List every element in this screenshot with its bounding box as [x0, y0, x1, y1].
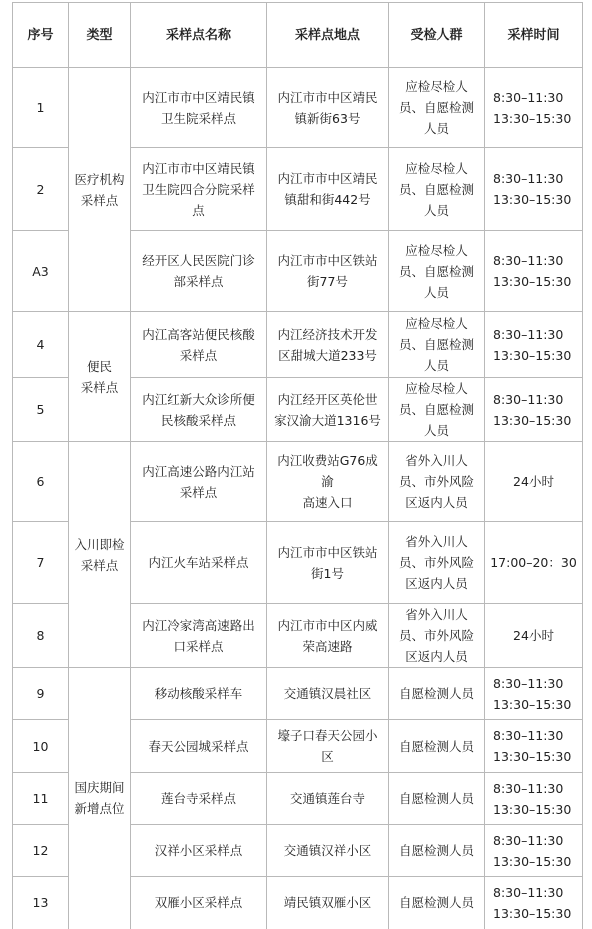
- target-people-cell: 应检尽检人 员、自愿检测 人员: [389, 231, 485, 312]
- site-location-cell: 内江市市中区靖民 镇甜和街442号: [267, 148, 389, 231]
- sampling-time-cell: 8:30–11:30 13:30–15:30: [485, 378, 583, 442]
- seq-cell: 7: [13, 522, 69, 604]
- site-name-cell: 移动核酸采样车: [131, 668, 267, 720]
- site-location-cell: 靖民镇双雁小区: [267, 877, 389, 929]
- site-name-cell: 内江高速公路内江站 采样点: [131, 442, 267, 522]
- target-people-cell: 自愿检测人员: [389, 668, 485, 720]
- target-people-cell: 省外入川人 员、市外风险 区返内人员: [389, 522, 485, 604]
- seq-cell: 5: [13, 378, 69, 442]
- sampling-time-cell: 24小时: [485, 604, 583, 668]
- seq-cell: 6: [13, 442, 69, 522]
- seq-cell: 8: [13, 604, 69, 668]
- header-seq: 序号: [13, 3, 69, 68]
- site-name-cell: 内江市市中区靖民镇 卫生院四合分院采样 点: [131, 148, 267, 231]
- target-people-cell: 应检尽检人 员、自愿检测 人员: [389, 312, 485, 378]
- header-people: 受检人群: [389, 3, 485, 68]
- sampling-time-cell: 8:30–11:30 13:30–15:30: [485, 68, 583, 148]
- target-people-cell: 应检尽检人 员、自愿检测 人员: [389, 148, 485, 231]
- sampling-time-cell: 8:30–11:30 13:30–15:30: [485, 877, 583, 929]
- seq-cell: 4: [13, 312, 69, 378]
- site-name-cell: 双雁小区采样点: [131, 877, 267, 929]
- site-location-cell: 内江市市中区内威 荣高速路: [267, 604, 389, 668]
- type-cell: 入川即检 采样点: [69, 442, 131, 668]
- seq-cell: 9: [13, 668, 69, 720]
- site-location-cell: 内江经济技术开发 区甜城大道233号: [267, 312, 389, 378]
- sampling-time-cell: 17:00–20：30: [485, 522, 583, 604]
- header-row: [13, 3, 583, 68]
- site-location-cell: 内江经开区英伦世 家汉渝大道1316号: [267, 378, 389, 442]
- header-location: 采样点地点: [267, 3, 389, 68]
- target-people-cell: 自愿检测人员: [389, 720, 485, 773]
- site-name-cell: 经开区人民医院门诊 部采样点: [131, 231, 267, 312]
- target-people-cell: 省外入川人 员、市外风险 区返内人员: [389, 442, 485, 522]
- target-people-cell: 自愿检测人员: [389, 877, 485, 929]
- site-location-cell: 内江市市中区铁站 街77号: [267, 231, 389, 312]
- sampling-time-cell: 8:30–11:30 13:30–15:30: [485, 825, 583, 877]
- seq-cell: A3: [13, 231, 69, 312]
- type-cell: 便民 采样点: [69, 312, 131, 442]
- site-name-cell: 莲台寺采样点: [131, 773, 267, 825]
- site-name-cell: 内江冷家湾高速路出 口采样点: [131, 604, 267, 668]
- site-location-cell: 内江市市中区铁站 街1号: [267, 522, 389, 604]
- header-name: 采样点名称: [131, 3, 267, 68]
- seq-cell: 12: [13, 825, 69, 877]
- site-location-cell: 交通镇汉祥小区: [267, 825, 389, 877]
- target-people-cell: 应检尽检人 员、自愿检测 人员: [389, 378, 485, 442]
- target-people-cell: 应检尽检人 员、自愿检测 人员: [389, 68, 485, 148]
- sampling-time-cell: 8:30–11:30 13:30–15:30: [485, 720, 583, 773]
- table-row: [13, 668, 583, 720]
- sampling-sites-table: [12, 2, 583, 929]
- type-cell: 医疗机构 采样点: [69, 68, 131, 312]
- seq-cell: 1: [13, 68, 69, 148]
- type-cell: 国庆期间 新增点位: [69, 668, 131, 929]
- table-container: [12, 2, 583, 929]
- site-location-cell: 内江收费站G76成渝 高速入口: [267, 442, 389, 522]
- sampling-time-cell: 24小时: [485, 442, 583, 522]
- table-row: [13, 442, 583, 522]
- site-location-cell: 交通镇莲台寺: [267, 773, 389, 825]
- site-location-cell: 壕子口春天公园小 区: [267, 720, 389, 773]
- site-location-cell: 交通镇汉晨社区: [267, 668, 389, 720]
- seq-cell: 13: [13, 877, 69, 929]
- header-time: 采样时间: [485, 3, 583, 68]
- header-type: 类型: [69, 3, 131, 68]
- sampling-time-cell: 8:30–11:30 13:30–15:30: [485, 668, 583, 720]
- site-name-cell: 内江高客站便民核酸 采样点: [131, 312, 267, 378]
- seq-cell: 10: [13, 720, 69, 773]
- site-name-cell: 内江火车站采样点: [131, 522, 267, 604]
- target-people-cell: 省外入川人 员、市外风险 区返内人员: [389, 604, 485, 668]
- seq-cell: 11: [13, 773, 69, 825]
- table-row: [13, 312, 583, 378]
- sampling-time-cell: 8:30–11:30 13:30–15:30: [485, 231, 583, 312]
- table-row: [13, 68, 583, 148]
- site-name-cell: 内江市市中区靖民镇 卫生院采样点: [131, 68, 267, 148]
- seq-cell: 2: [13, 148, 69, 231]
- target-people-cell: 自愿检测人员: [389, 773, 485, 825]
- site-name-cell: 汉祥小区采样点: [131, 825, 267, 877]
- sampling-time-cell: 8:30–11:30 13:30–15:30: [485, 773, 583, 825]
- site-location-cell: 内江市市中区靖民 镇新街63号: [267, 68, 389, 148]
- sampling-time-cell: 8:30–11:30 13:30–15:30: [485, 312, 583, 378]
- target-people-cell: 自愿检测人员: [389, 825, 485, 877]
- sampling-time-cell: 8:30–11:30 13:30–15:30: [485, 148, 583, 231]
- site-name-cell: 内江红新大众诊所便 民核酸采样点: [131, 378, 267, 442]
- site-name-cell: 春天公园城采样点: [131, 720, 267, 773]
